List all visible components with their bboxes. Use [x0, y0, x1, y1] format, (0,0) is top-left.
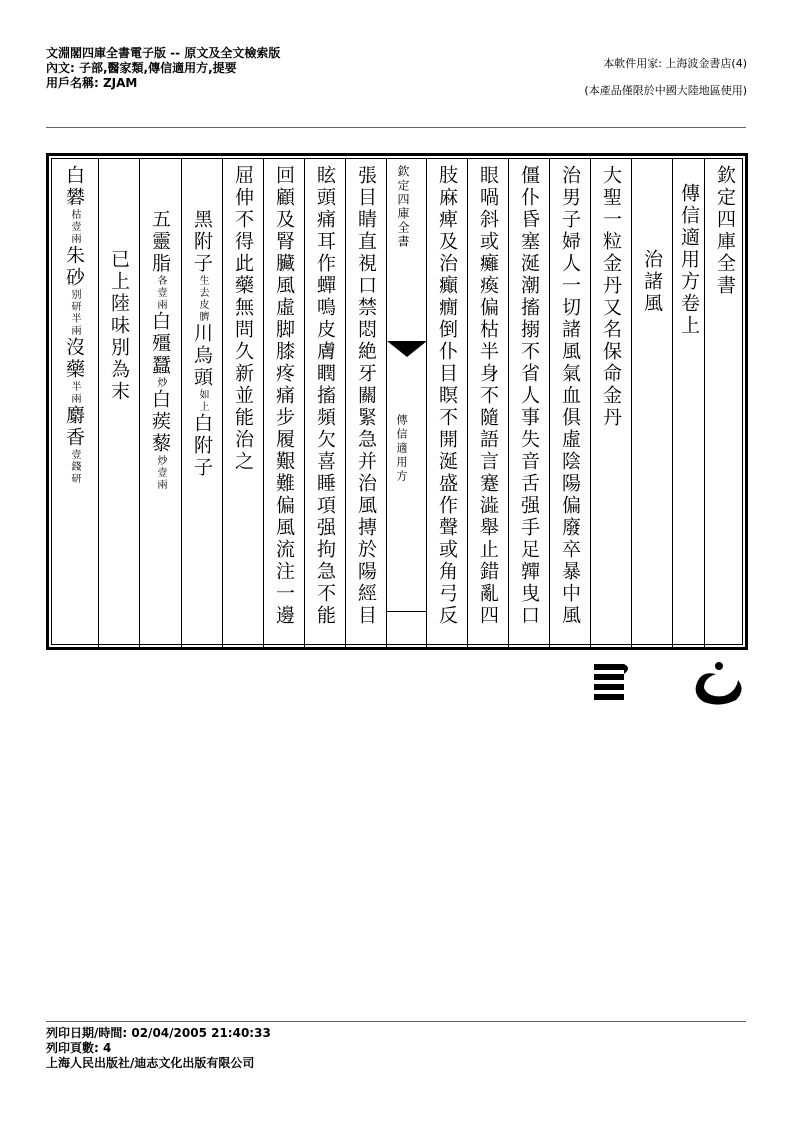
- recipe-note: 如上: [197, 389, 208, 413]
- banner-fishtail-icon: [387, 341, 427, 357]
- text-column-6: [508, 159, 549, 648]
- column-text: 欽定四庫全書: [714, 165, 736, 297]
- publisher-logo-icon: [592, 660, 752, 710]
- header-right: [584, 50, 747, 104]
- recipe-item: 川烏頭: [191, 323, 213, 389]
- header-title: 文淵閣四庫全書電子版 -- 原文及全文檢索版: [46, 46, 281, 60]
- banner-divider: [387, 611, 426, 612]
- column-text: 回顧及腎臟風虛脚膝疼痛步履艱難偏風流注一邊: [273, 165, 295, 627]
- print-datetime: 列印日期/時間: 02/04/2005 21:40:33: [46, 1026, 271, 1040]
- text-column-1: [704, 159, 744, 648]
- recipe-note: 各壹兩: [155, 275, 166, 311]
- column-text: 僵仆昏塞涎潮搐搦不省人事失音舌强手足嚲曳口: [518, 165, 540, 627]
- recipe-item: 朱砂: [63, 245, 85, 289]
- column-text: 傳信適用方卷上: [678, 183, 700, 337]
- text-column-5: [549, 159, 590, 648]
- recipe-item: 白附子: [191, 413, 213, 479]
- text-column-2: [672, 159, 704, 648]
- text-column-7: [467, 159, 508, 648]
- text-column-3: [631, 159, 672, 648]
- footer-divider: [46, 1021, 746, 1022]
- page-banner: [386, 159, 426, 648]
- publisher-credit: 上海人民出版社/迪志文化出版有限公司: [46, 1056, 255, 1070]
- text-column-8: [426, 159, 467, 648]
- recipe-note: 生去皮臍: [197, 275, 208, 323]
- recipe-item: 白蒺藜: [149, 389, 171, 455]
- header-licensee: 本軟件用家: 上海波金書店(4): [603, 57, 747, 70]
- text-frame-inner: [51, 158, 743, 645]
- column-text: 大聖一粒金丹又名保命金丹: [600, 165, 622, 429]
- header-left: [46, 46, 280, 91]
- text-column-4: [590, 159, 631, 648]
- column-text: 眼喎斜或癱瘓偏枯半身不隨語言蹇澁舉止錯亂四: [477, 165, 499, 627]
- column-text: 張目睛直視口禁悶絶牙關緊急并治風摶於陽經目: [355, 165, 377, 627]
- recipe-item: 麝香: [63, 405, 85, 449]
- column-text: 治諸風: [641, 249, 663, 315]
- recipe-column-3: [98, 159, 139, 648]
- header-username: 用戶名稱: ZJAM: [46, 76, 138, 90]
- recipe-item: 白礬: [63, 165, 85, 209]
- recipe-column-4: [52, 159, 98, 648]
- text-frame: [46, 153, 748, 650]
- column-text: 肢麻痺及治癲癇倒仆目瞑不開涎盛作聲或角弓反: [436, 165, 458, 627]
- banner-title: 欽定四庫全書: [396, 165, 410, 249]
- recipe-note: 炒: [155, 377, 166, 389]
- header-divider: [46, 127, 746, 128]
- recipe-column-1: [181, 159, 222, 648]
- column-text: 治男子婦人一切諸風氣血俱虛陰陽偏廢卒暴中風: [559, 165, 581, 627]
- recipe-item: 五靈脂: [149, 209, 171, 275]
- column-text: 眩頭痛耳作蟬鳴皮膚瞤搐頻欠喜睡項强拘急不能: [314, 165, 336, 627]
- recipe-note: 壹錢研: [69, 449, 80, 485]
- column-text: 屈伸不得此藥無問久新並能治之: [232, 165, 254, 473]
- footer: [46, 1026, 271, 1071]
- recipe-column-2: [139, 159, 181, 648]
- recipe-item: 沒藥: [63, 337, 85, 381]
- header-region-note: (本產品僅限於中國大陸地區使用): [584, 84, 747, 97]
- text-column-10: [304, 159, 345, 648]
- header-content-path: 內文: 子部,醫家類,傳信適用方,提要: [46, 61, 237, 75]
- recipe-item: 白殭蠶: [149, 311, 171, 377]
- recipe-item: 黑附子: [191, 209, 213, 275]
- recipe-note: 半兩: [69, 381, 80, 405]
- recipe-note: 别研半兩: [69, 289, 80, 337]
- recipe-note: 枯壹兩: [69, 209, 80, 245]
- recipe-item: 已上陸味別為末: [108, 249, 130, 403]
- banner-subtitle: 傳信適用方: [395, 414, 408, 484]
- recipe-note: 炒壹兩: [155, 455, 166, 491]
- text-column-11: [263, 159, 304, 648]
- print-page-count: 列印頁數: 4: [46, 1041, 112, 1055]
- text-column-12: [222, 159, 263, 648]
- text-column-9: [345, 159, 386, 648]
